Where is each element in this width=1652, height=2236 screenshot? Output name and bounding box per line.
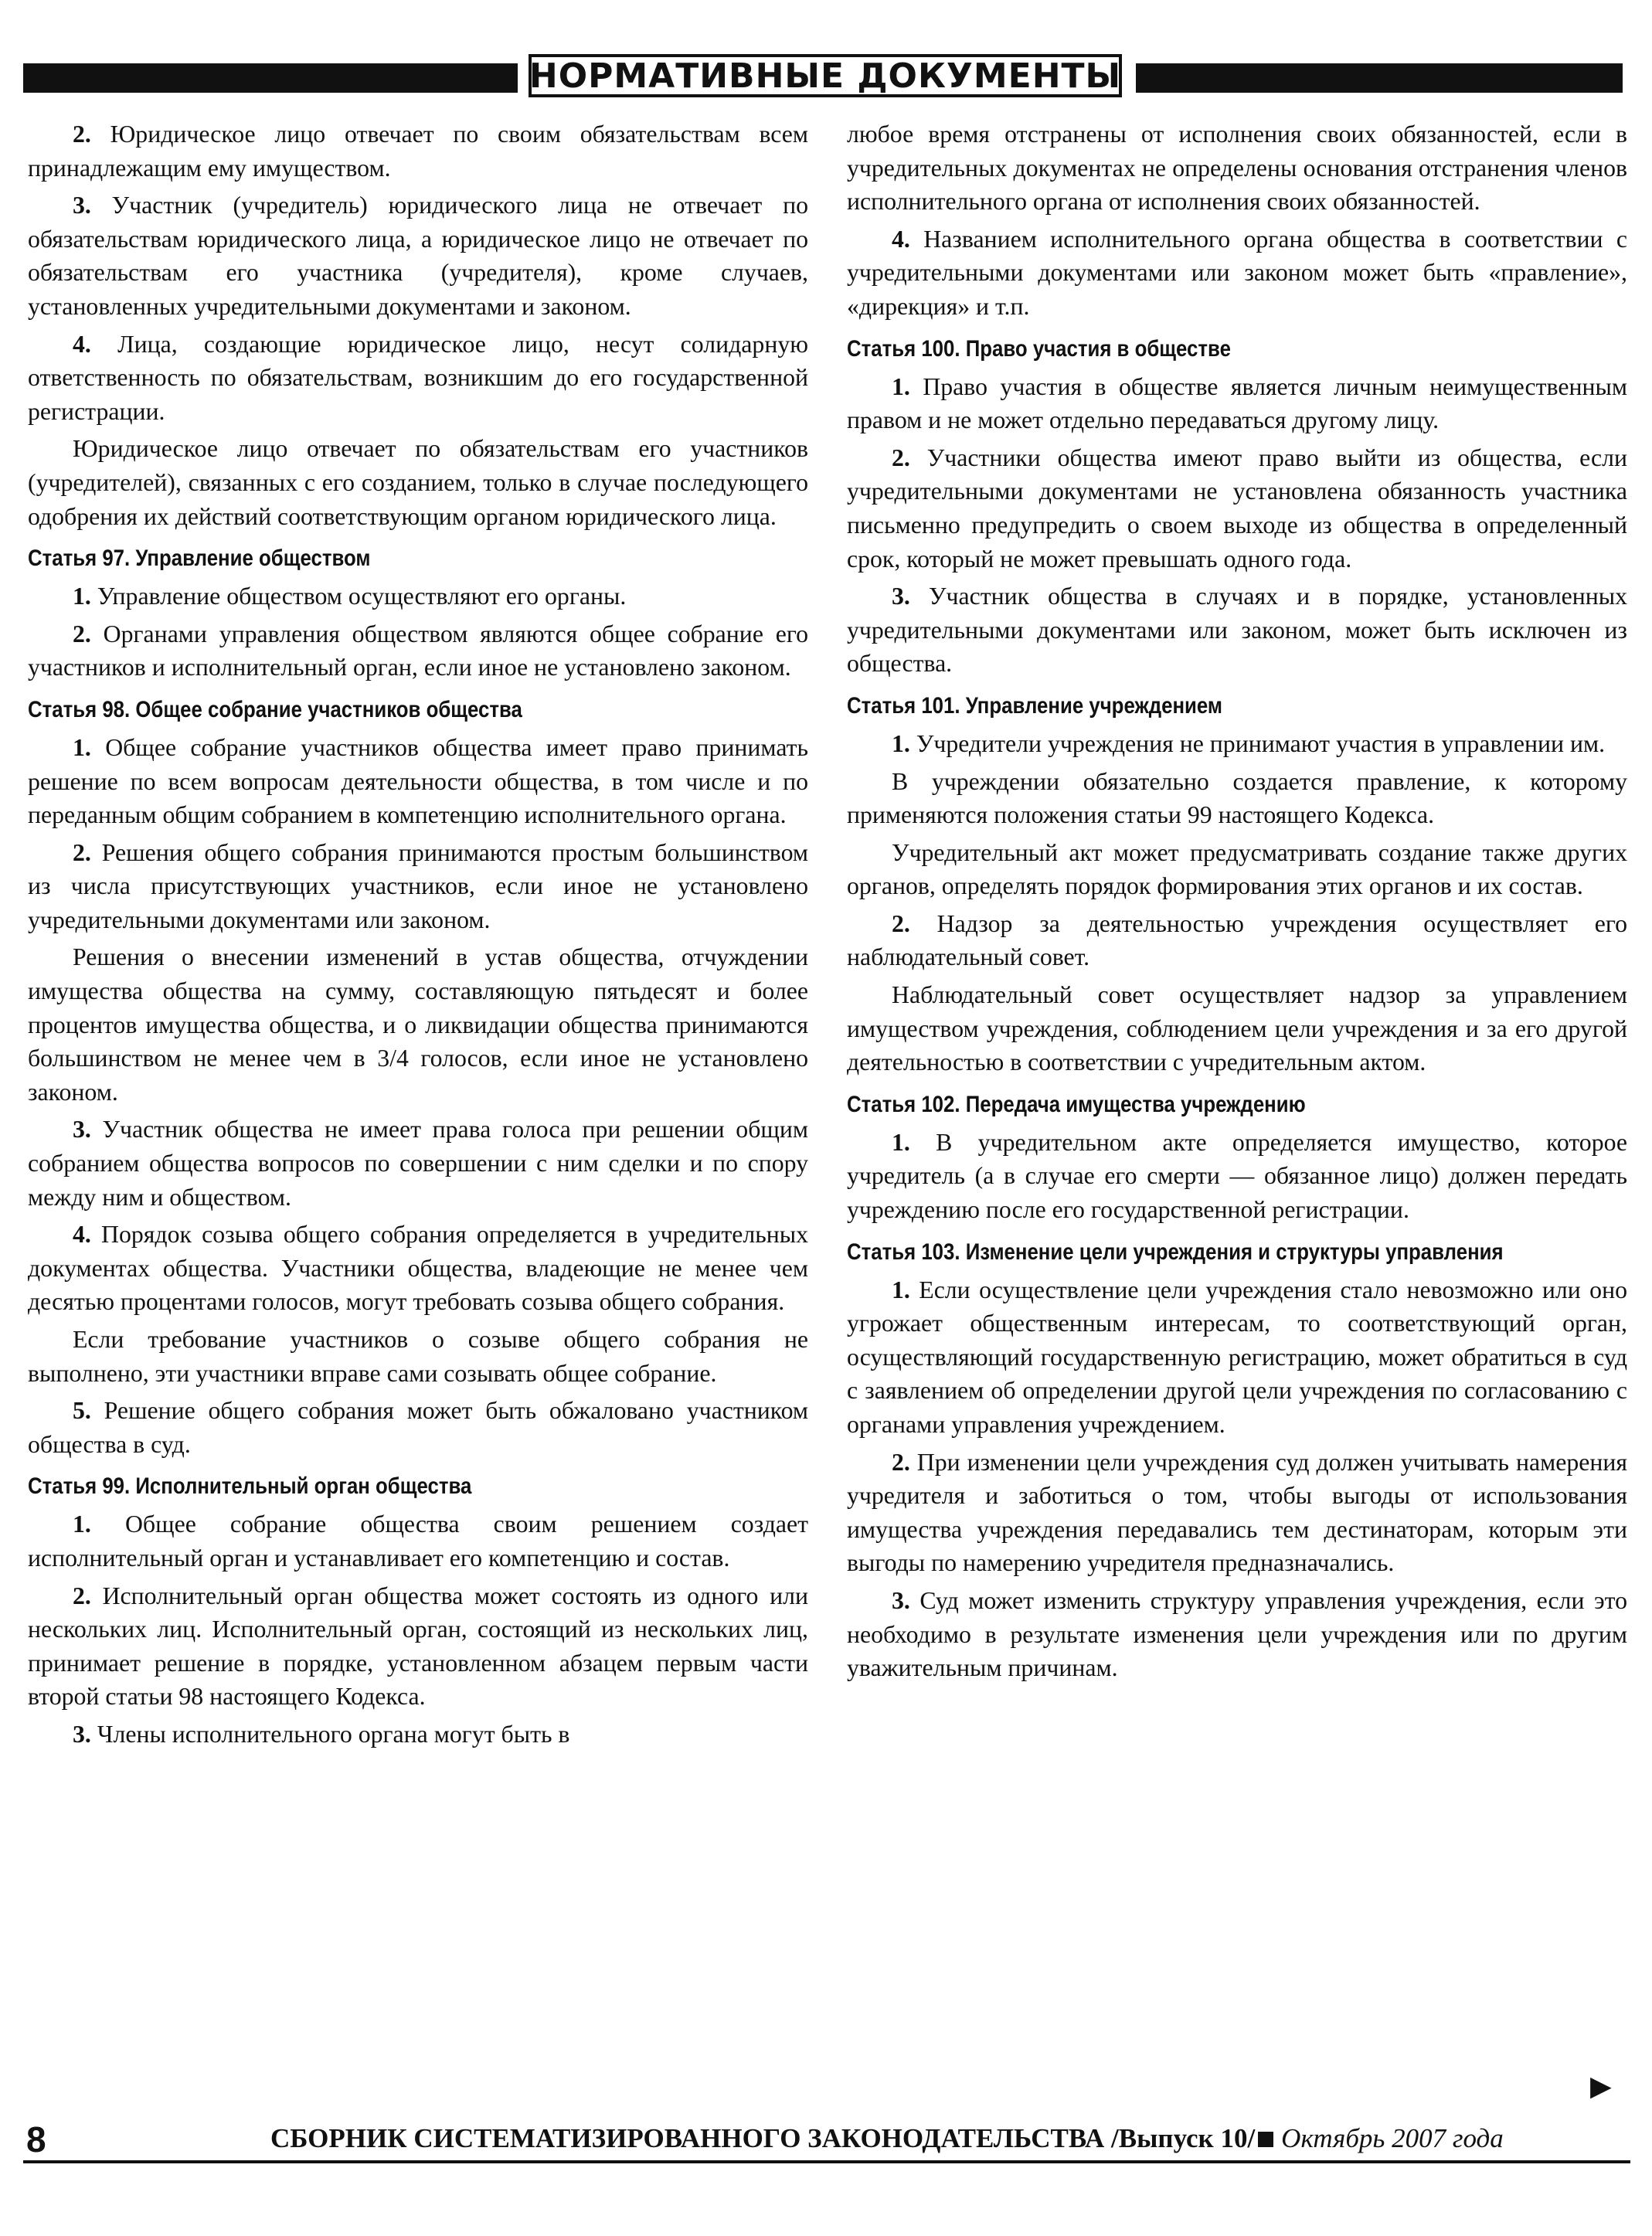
section-title: НОРМАТИВНЫЕ ДОКУМЕНТЫ <box>529 54 1122 97</box>
paragraph <box>28 117 808 185</box>
paragraph-text: Участник общества не имеет права голоса при решении общим собранием общества вопросов по совершении с ним сделки и по спору между ним и обществом. <box>28 1116 808 1211</box>
clause-number: 1. <box>73 1510 91 1538</box>
page-number: 8 <box>26 2119 46 2160</box>
square-bullet-icon <box>1258 2132 1273 2147</box>
clause-number: 2. <box>73 121 91 148</box>
paragraph <box>847 765 1627 832</box>
paragraph <box>847 579 1627 681</box>
paragraph <box>847 370 1627 437</box>
paragraph <box>847 1273 1627 1442</box>
paragraph-text: Лица, создающие юридическое лицо, несут солидарную ответственность по обязательствам, возникшим до его государственной регистрации. <box>28 330 808 425</box>
paragraph <box>28 617 808 685</box>
clause-number: 2. <box>892 909 910 937</box>
article-heading: Статья 98. Общее собрание участников общества <box>28 696 522 722</box>
clause-number: 5. <box>73 1397 91 1425</box>
publication-line <box>270 2123 1504 2154</box>
clause-number: 1. <box>73 583 91 610</box>
page-footer <box>23 2119 1630 2165</box>
paragraph <box>847 1446 1627 1580</box>
paragraph-text: При изменении цели учреждения суд должен учитывать намерения учредителя и заботиться о том, чтобы выгоды от использования имущества учреждения передавались тем дестинаторам, которым эти выгоды по намерению учредителя предназначались. <box>847 1448 1628 1577</box>
clause-number: 2. <box>892 443 910 471</box>
paragraph-text: Члены исполнительного органа могут быть в <box>97 1720 570 1748</box>
paragraph <box>847 223 1627 324</box>
paragraph-text: Названием исполнительного органа общества в соответствии с учредительными документами или законом может быть «правление», «дирекция» и т.п. <box>847 225 1627 320</box>
paragraph <box>28 1113 808 1214</box>
paragraph-text: Юридическое лицо отвечает по своим обязательствам всем принадлежащим ему имуществом. <box>28 121 809 182</box>
publication-title: СБОРНИК СИСТЕМАТИЗИРОВАННОГО ЗАКОНОДАТЕЛЬСТВА /Выпуск 10/ <box>270 2123 1256 2153</box>
clause-number: 3. <box>73 1116 91 1143</box>
paragraph-text: Наблюдательный совет осуществляет надзор за управлением имуществом учреждения, соблюдением цели учреждения и за его другой деятельностью в соответствии с учредительным актом. <box>847 981 1627 1076</box>
paragraph <box>28 1507 808 1575</box>
paragraph <box>847 836 1627 903</box>
article-heading: Статья 102. Передача имущества учреждению <box>847 1091 1306 1117</box>
continue-arrow-icon: ▶ <box>1590 2071 1612 2102</box>
header-bar-left <box>23 63 518 93</box>
paragraph-text: Надзор за деятельностью учреждения осуществляет его наблюдательный совет. <box>847 909 1628 971</box>
paragraph <box>847 1584 1627 1685</box>
paragraph-text: Решения общего собрания принимаются простым большинством из числа присутствующих участников, если иное не установлено учредительными документами или законом. <box>28 838 808 933</box>
paragraph <box>847 1126 1627 1227</box>
paragraph-text: В учредительном акте определяется имущество, которое учредитель (а в случае его смерти — обязанное лицо) должен передать учреждению после его государственной регистрации. <box>847 1128 1628 1224</box>
article-heading: Статья 103. Изменение цели учреждения и структуры управления <box>847 1239 1504 1265</box>
paragraph <box>28 1579 808 1714</box>
clause-number: 3. <box>892 583 910 610</box>
paragraph-text: Юридическое лицо отвечает по обязательствам его участников (учредителей), связанных с его созданием, только в случае последующего одобрения их действий соответствующим органом юридического лица. <box>28 435 808 530</box>
clause-number: 4. <box>892 225 910 253</box>
paragraph <box>28 328 808 429</box>
paragraph <box>28 940 808 1109</box>
header-bar-right <box>1136 63 1623 93</box>
footer-rule <box>23 2160 1630 2163</box>
paragraph <box>28 1718 808 1752</box>
paragraph-text: любое время отстранены от исполнения своих обязанностей, если в учредительных документах не определены основания отстранения членов исполнительного органа от исполнения своих обязанностей. <box>847 121 1627 216</box>
clause-number: 2. <box>892 1448 910 1476</box>
paragraph-text: Если требование участников о созыве общего собрания не выполнено, эти участники вправе сами созывать общее собрание. <box>28 1326 808 1387</box>
paragraph-text: Суд может изменить структуру управления учреждения, если это необходимо в результате изменения цели учреждения или по другим уважительным причинам. <box>847 1586 1628 1682</box>
paragraph-text: Учредители учреждения не принимают участия в управлении им. <box>916 729 1606 757</box>
paragraph <box>28 1323 808 1390</box>
paragraph-text: Решения о внесении изменений в устав общества, отчуждении имущества общества на сумму, составляющую пятьдесят и более процентов имущества общества, и о ликвидации общества принимаются большинством не менее чем в 3/4 голосов, если иное не установлено законом. <box>28 943 808 1106</box>
paragraph-text: Общее собрание общества своим решением создает исполнительный орган и устанавливает его компетенцию и состав. <box>28 1510 808 1572</box>
paragraph-text: Право участия в обществе является личным неимущественным правом и не может отдельно передаваться другому лицу. <box>847 372 1627 434</box>
paragraph-text: Порядок созыва общего собрания определяется в учредительных документах общества. Участники общества, владеющие не менее чем десятью процентами голосов, могут требовать созыва общего собрания. <box>28 1221 809 1316</box>
clause-number: 2. <box>73 620 91 647</box>
clause-number: 2. <box>73 838 91 866</box>
paragraph-text: Общее собрание участников общества имеет право принимать решение по всем вопросам деятельности общества, в том числе и по переданным общим собранием в компетенцию исполнительного органа. <box>28 733 809 829</box>
paragraph-text: Управление обществом осуществляют его органы. <box>97 583 627 610</box>
paragraph <box>28 1218 808 1319</box>
clause-number: 2. <box>73 1582 91 1609</box>
section-header <box>23 54 1623 100</box>
clause-number: 1. <box>892 1128 910 1156</box>
clause-number: 4. <box>73 1221 91 1249</box>
clause-number: 1. <box>892 729 910 757</box>
paragraph <box>847 978 1627 1079</box>
paragraph <box>847 441 1627 576</box>
paragraph <box>847 907 1627 974</box>
clause-number: 4. <box>73 330 91 358</box>
left-column <box>28 117 808 1755</box>
clause-number: 3. <box>73 1720 91 1748</box>
paragraph <box>28 731 808 832</box>
paragraph-text: Участник общества в случаях и в порядке, установленных учредительными документами или законом, может быть исключен из общества. <box>847 583 1628 678</box>
article-heading: Статья 99. Исполнительный орган общества <box>28 1473 472 1500</box>
paragraph-text: Решение общего собрания может быть обжаловано участником общества в суд. <box>28 1397 809 1458</box>
paragraph <box>28 579 808 613</box>
paragraph <box>28 432 808 533</box>
clause-number: 1. <box>892 1276 910 1303</box>
clause-number: 3. <box>892 1586 910 1614</box>
right-column <box>847 117 1627 1689</box>
paragraph <box>847 117 1627 219</box>
clause-number: 1. <box>892 372 910 400</box>
clause-number: 3. <box>73 192 91 219</box>
paragraph-text: В учреждении обязательно создается правление, к которому применяются положения статьи 99 настоящего Кодекса. <box>847 767 1627 829</box>
paragraph-text: Исполнительный орган общества может состоять из одного или нескольких лиц. Исполнительный орган, состоящий из нескольких лиц, принимает решение в порядке, установленном абзацем первым части второй статьи 98 настоящего Кодекса. <box>28 1582 809 1711</box>
paragraph <box>28 836 808 937</box>
paragraph-text: Учредительный акт может предусматривать создание также других органов, определять порядок формирования этих органов и их состав. <box>847 838 1627 900</box>
paragraph <box>28 1394 808 1461</box>
paragraph <box>847 727 1627 761</box>
paragraph-text: Участники общества имеют право выйти из общества, если учредительными документами не установлена обязанность участника письменно предупредить о своем выходе из общества в определенный срок, который не может превышать одного года. <box>847 443 1627 573</box>
article-heading: Статья 101. Управление учреждением <box>847 692 1223 719</box>
clause-number: 1. <box>73 733 91 761</box>
article-heading: Статья 100. Право участия в обществе <box>847 335 1231 362</box>
paragraph-text: Участник (учредитель) юридического лица не отвечает по обязательствам юридического лица, а юридическое лицо не отвечает по обязательствам его участника (учредителя), кроме случаев, установленных учредительными документами и законом. <box>28 192 808 320</box>
paragraph <box>28 189 808 323</box>
paragraph-text: Если осуществление цели учреждения стало невозможно или оно угрожает общественным интересам, то соответствующий орган, осуществляющий государственную регистрацию, может обратиться в суд с заявлением об определении другой цели учреждения по согласованию с органами управления учреждением. <box>847 1276 1627 1438</box>
article-heading: Статья 97. Управление обществом <box>28 545 371 572</box>
issue-date: Октябрь 2007 года <box>1281 2123 1504 2153</box>
paragraph-text: Органами управления обществом являются общее собрание его участников и исполнительный орган, если иное не установлено законом. <box>28 620 808 681</box>
